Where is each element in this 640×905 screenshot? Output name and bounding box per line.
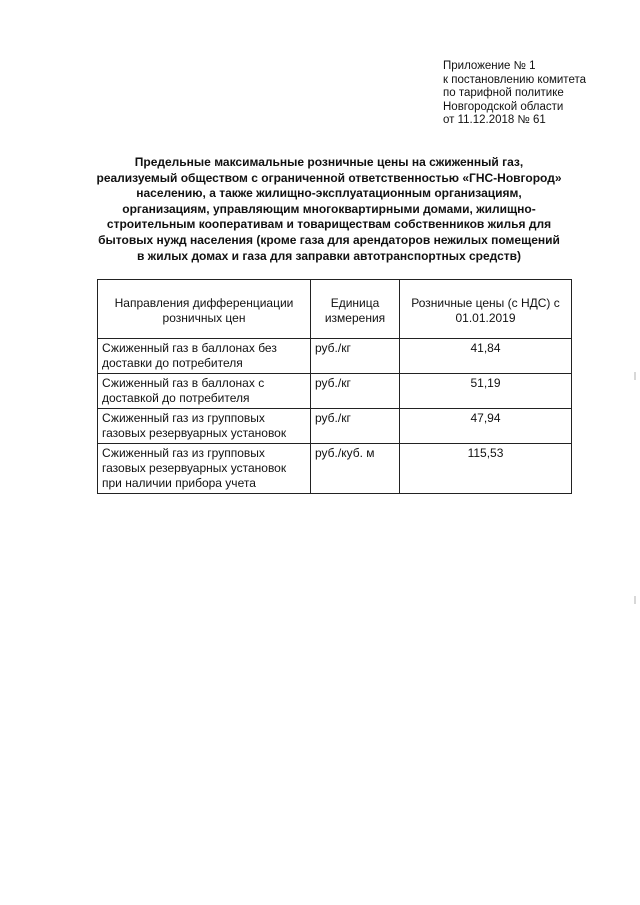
annex-line: Приложение № 1 (443, 60, 536, 72)
cell-price: 51,19 (400, 374, 572, 409)
title-line: населению, а также жилищно-эксплуатационным организациям, (136, 186, 522, 201)
annex-line: от 11.12.2018 № 61 (443, 114, 546, 127)
header-price: Розничные цены (с НДС) с 01.01.2019 (400, 280, 572, 339)
annex-line: по тарифной политике (443, 87, 564, 100)
table-header-row (98, 280, 572, 339)
price-table (97, 279, 572, 494)
title-line: организациям, управляющим многоквартирными домами, жилищно- (122, 201, 536, 216)
cell-price: 115,53 (400, 444, 572, 494)
table-row (98, 409, 572, 444)
cell-price: 41,84 (400, 339, 572, 374)
cell-direction: Сжиженный газ из групповых газовых резервуарных установок при наличии прибора учета (98, 444, 311, 494)
cell-unit: руб./кг (311, 339, 400, 374)
scan-margin-mark (634, 372, 636, 380)
cell-direction: Сжиженный газ в баллонах с доставкой до потребителя (98, 374, 311, 409)
table-row (98, 374, 572, 409)
title-line: в жилых домах и газа для заправки автотранспортных средств) (136, 248, 522, 263)
cell-direction: Сжиженный газ в баллонах без доставки до потребителя (98, 339, 311, 374)
title-line: реализуемый обществом с ограниченной ответственностью «ГНС-Новгород» (96, 170, 562, 185)
table-row (98, 444, 572, 494)
cell-unit: руб./куб. м (311, 444, 400, 494)
annex-note (443, 60, 586, 128)
cell-direction: Сжиженный газ из групповых газовых резервуарных установок (98, 409, 311, 444)
header-unit: Единица измерения (311, 280, 400, 339)
table-row (98, 339, 572, 374)
title-line: строительным кооперативам и товариществам собственников жилья для (106, 217, 552, 232)
document-title (92, 155, 566, 264)
header-direction: Направления дифференциации розничных цен (98, 280, 311, 339)
cell-unit: руб./кг (311, 374, 400, 409)
title-line: бытовых нужд населения (кроме газа для арендаторов нежилых помещений (98, 232, 560, 247)
cell-unit: руб./кг (311, 409, 400, 444)
cell-price: 47,94 (400, 409, 572, 444)
title-line: Предельные максимальные розничные цены на сжиженный газ, (134, 155, 524, 169)
scan-margin-mark (634, 596, 636, 604)
annex-line: Новгородской области (443, 100, 564, 113)
annex-line: к постановлению комитета (443, 73, 586, 86)
